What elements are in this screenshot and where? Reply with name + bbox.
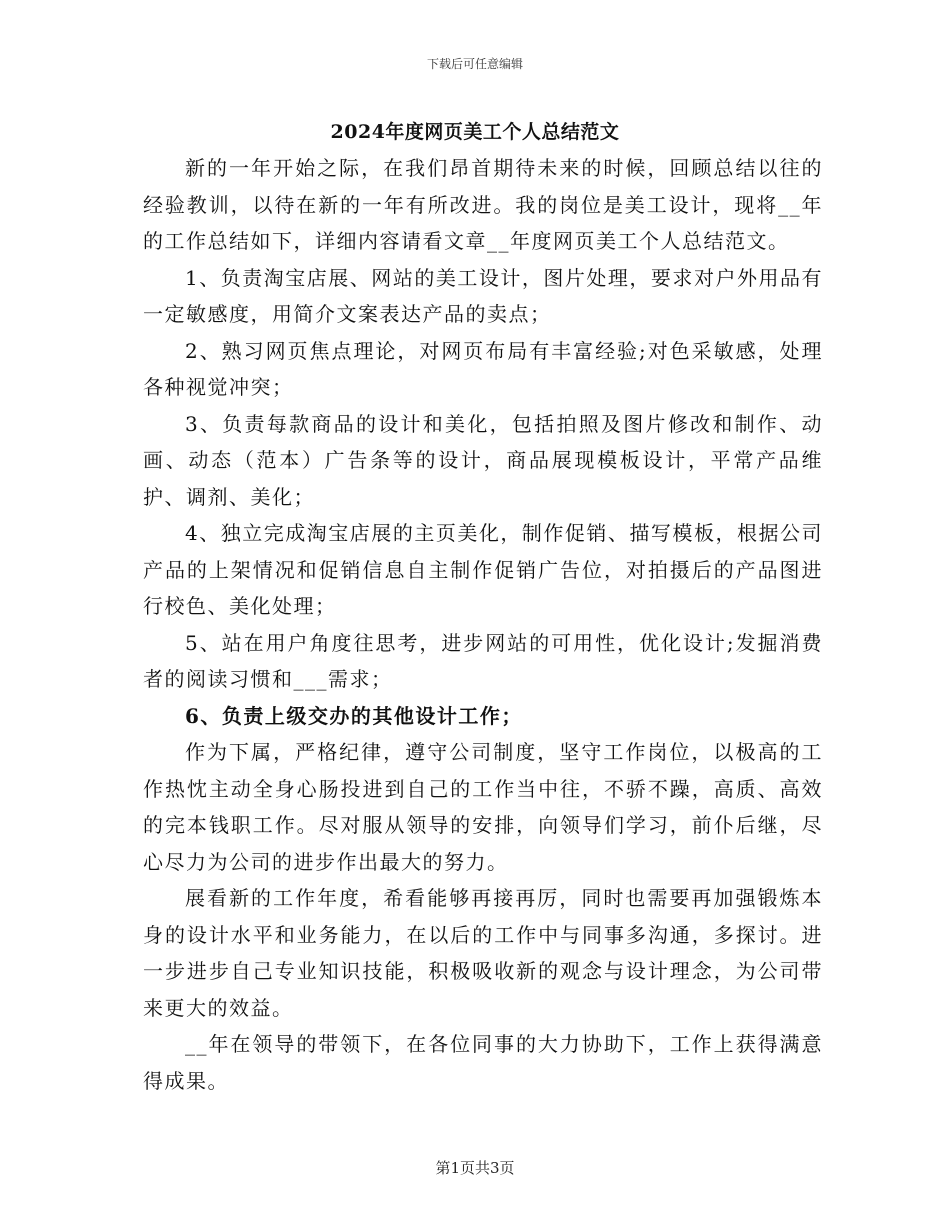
page-footer: 第1页共3页	[435, 1159, 515, 1177]
document-body	[143, 150, 823, 1099]
header-note: 下载后可任意编辑	[426, 57, 523, 71]
outlook-paragraph: 展看新的工作年度，希看能够再接再厉，同时也需要再加强锻炼本身的设计水平和业务能力，在以后的工作中与同事多沟通，多探讨。进一步进步自己专业知识技能，积极吸收新的观念与设计理念，为公司带来更大的效益。	[143, 886, 823, 1020]
duty-item-4: 4、独立完成淘宝店展的主页美化，制作促销、描写模板，根据公司产品的上架情况和促销信息自主制作促销广告位，对拍摄后的产品图进行校色、美化处理；	[143, 521, 823, 618]
duty-item-1: 1、负责淘宝店展、网站的美工设计，图片处理，要求对户外用品有一定敏感度，用简介文案表达产品的卖点；	[143, 265, 823, 326]
duty-item-3: 3、负责每款商品的设计和美化，包括拍照及图片修改和制作、动画、动态（范本）广告条等的设计，商品展现模板设计，平常产品维护、调剂、美化；	[143, 411, 823, 509]
attitude-paragraph: 作为下属，严格纪律，遵守公司制度，坚守工作岗位，以极高的工作热忱主动全身心肠投进到自己的工作当中往，不骄不躁，高质、高效的完本钱职工作。尽对服从领导的安排，向领导们学习，前仆后继，尽心尽力为公司的进步作出最大的努力。	[143, 740, 823, 874]
closing-paragraph: __年在领导的带领下，在各位同事的大力协助下，工作上获得满意得成果。	[143, 1032, 823, 1093]
intro-paragraph: 新的一年开始之际，在我们昂首期待未来的时候，回顾总结以往的经验教训，以待在新的一年有所改进。我的岗位是美工设计，现将__年的工作总结如下，详细内容请看文章__年度网页美工个人总结范文。	[143, 156, 823, 253]
duty-item-6: 6、负责上级交办的其他设计工作；	[185, 703, 523, 728]
duty-item-2: 2、熟习网页焦点理论，对网页布局有丰富经验;对色采敏感，处理各种视觉冲突；	[143, 338, 823, 399]
document-title: 2024年度网页美工个人总结范文	[330, 121, 620, 143]
duty-item-5: 5、站在用户角度往思考，进步网站的可用性，优化设计;发掘消费者的阅读习惯和___需求；	[143, 630, 823, 691]
